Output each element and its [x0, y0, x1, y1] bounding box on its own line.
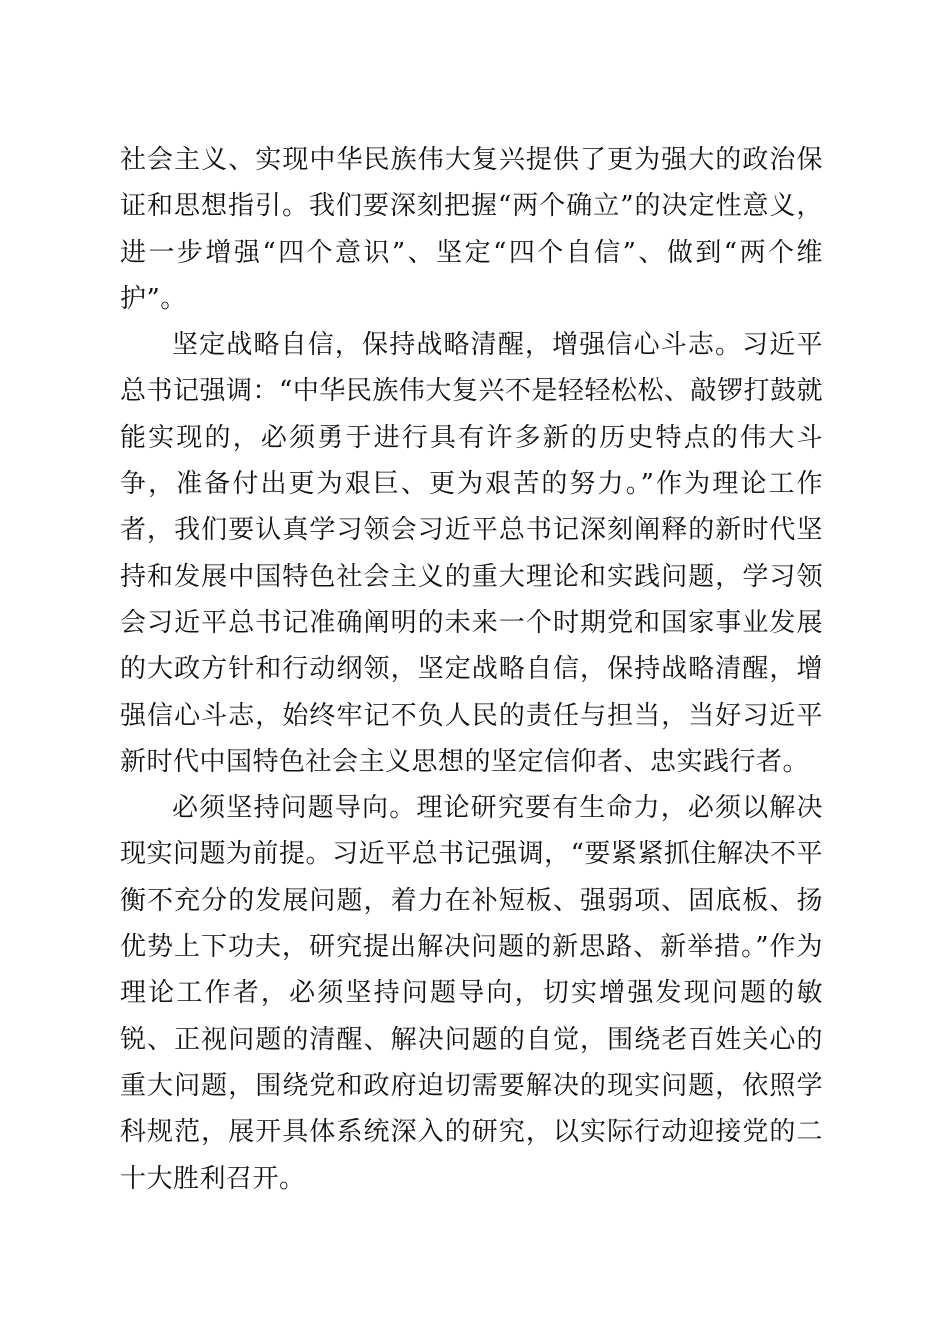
document-body [120, 137, 823, 1202]
paragraph-problem-orientation: 必须坚持问题导向。理论研究要有生命力，必须以解决现实问题为前提。习近平总书记强调，“要紧紧抓住解决不平衡不充分的发展问题，着力在补短板、强弱项、固底板、扬优势上下功夫，研究提出解决问题的新思路、新举措。”作为理论工作者，必须坚持问题导向，切实增强发现问题的敏锐、正视问题的清醒、解决问题的自觉，围绕老百姓关心的重大问题，围绕党和政府迫切需要解决的现实问题，依照学科规范，展开具体系统深入的研究，以实际行动迎接党的二十大胜利召开。 [120, 793, 823, 1194]
paragraph-strategic-confidence: 坚定战略自信，保持战略清醒，增强信心斗志。习近平总书记强调：“中华民族伟大复兴不是轻轻松松、敲锣打鼓就能实现的，必须勇于进行具有许多新的历史特点的伟大斗争，准备付出更为艰巨、更为艰苦的努力。”作为理论工作者，我们要认真学习领会习近平总书记深刻阐释的新时代坚持和发展中国特色社会主义的重大理论和实践问题，学习领会习近平总书记准确阐明的未来一个时期党和国家事业发展的大政方针和行动纲领，坚定战略自信，保持战略清醒，增强信心斗志，始终牢记不负人民的责任与担当，当好习近平新时代中国特色社会主义思想的坚定信仰者、忠实践行者。 [120, 330, 823, 777]
paragraph-continuation: 社会主义、实现中华民族伟大复兴提供了更为强大的政治保证和思想指引。我们要深刻把握“两个确立”的决定性意义，进一步增强“四个意识”、坚定“四个自信”、做到“两个维护”。 [120, 145, 823, 314]
